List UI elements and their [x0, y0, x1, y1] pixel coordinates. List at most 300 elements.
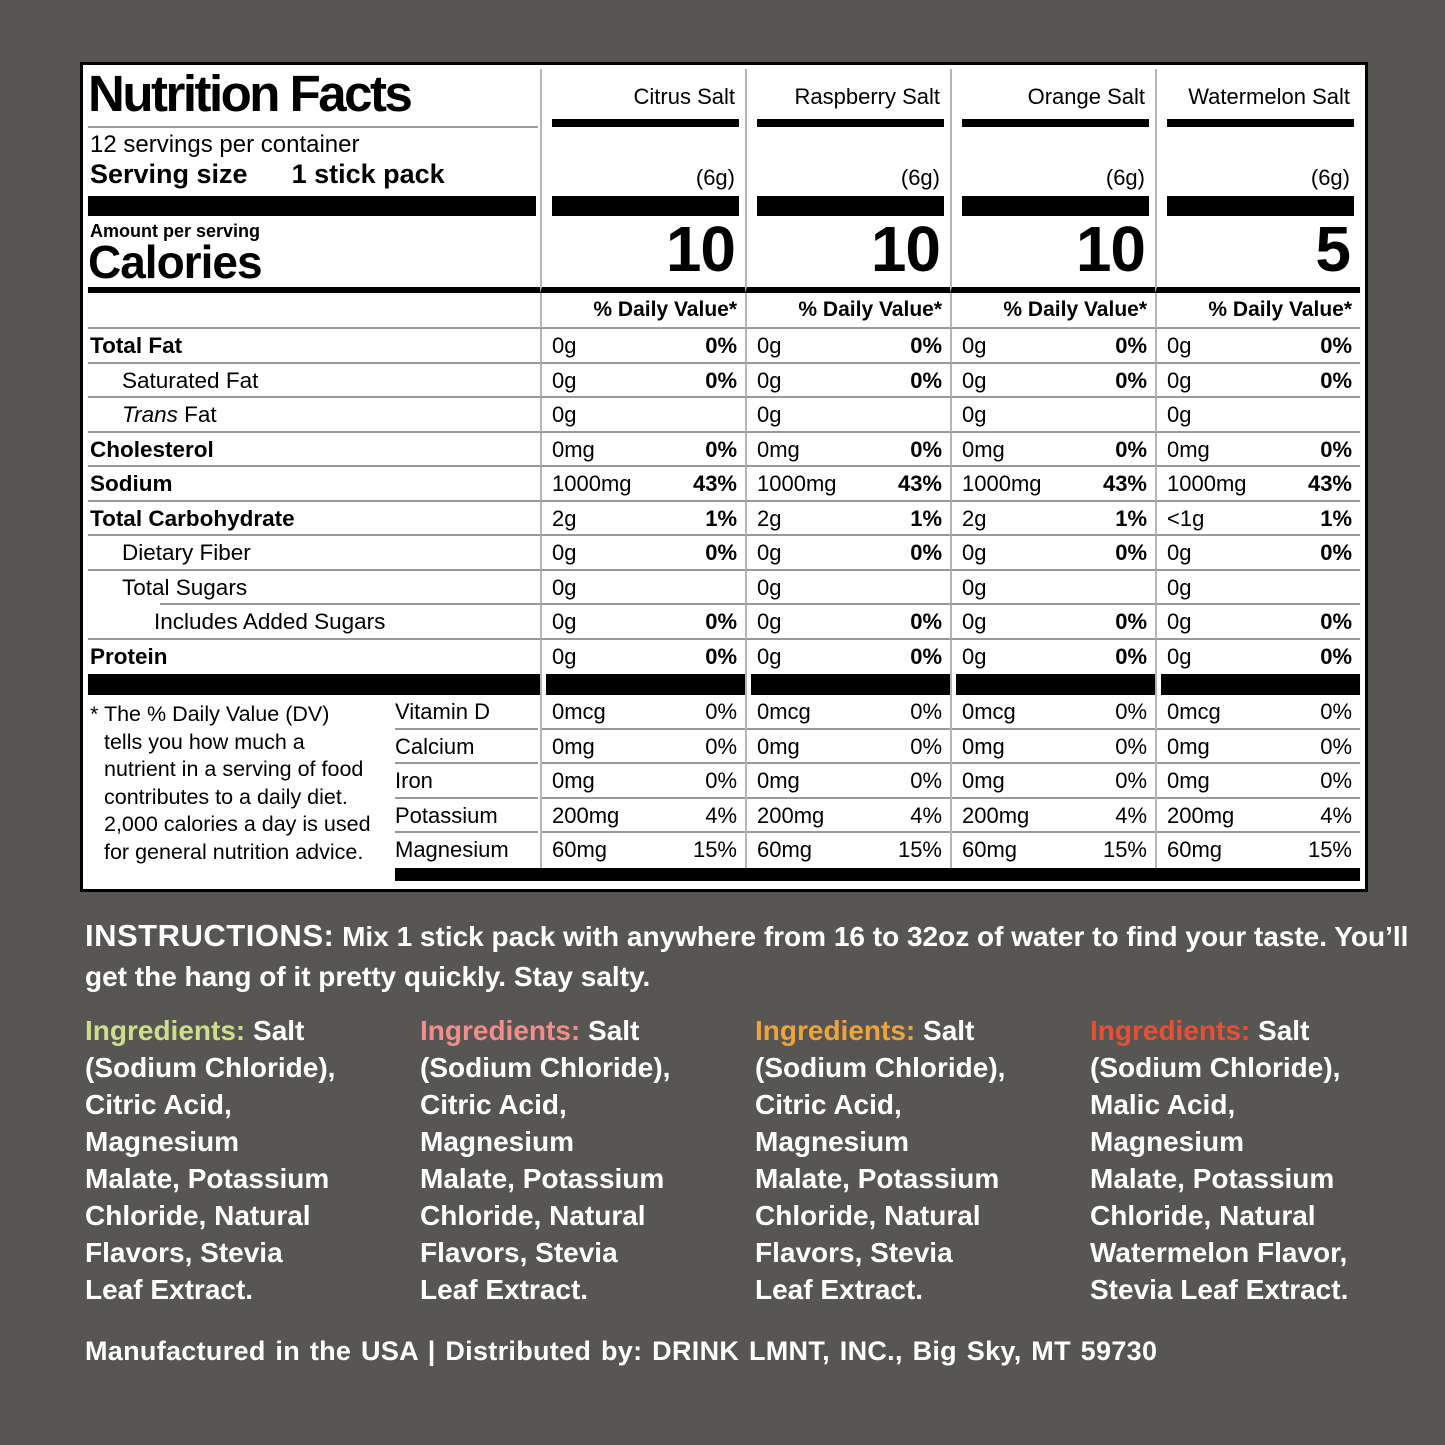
ingredients-line: Malate, Potassium	[1090, 1163, 1335, 1194]
nutrient-label: Total Sugars	[122, 574, 248, 600]
serving-weight: (6g)	[1310, 165, 1350, 190]
nutrient-label-cell	[88, 502, 540, 537]
nutrient-value-cell	[540, 433, 745, 468]
nutrient-amount: 0mg	[552, 436, 595, 462]
serving-weight: (6g)	[695, 165, 735, 190]
nutrient-daily-value: 43%	[1307, 471, 1352, 496]
nutrient-amount: 0g	[757, 402, 782, 427]
ingredients-line: Citric Acid,	[755, 1089, 902, 1120]
vitamin-amount: 0mg	[757, 768, 800, 793]
vitamin-row	[952, 833, 1155, 868]
ingredients-line: Chloride, Natural	[420, 1200, 646, 1231]
nutrient-value-cell	[1155, 502, 1360, 537]
nutrient-daily-value: 0%	[1320, 540, 1352, 565]
nutrient-value-cell	[540, 536, 745, 571]
nutrient-value-cell	[540, 398, 745, 433]
amount-per-serving-label: Amount per serving	[90, 221, 261, 241]
vitamin-amount: 200mg	[757, 802, 825, 828]
vitamin-row	[542, 799, 745, 834]
nutrient-value-cell	[745, 571, 950, 606]
daily-value-footnote	[90, 701, 406, 867]
vitamin-row	[1157, 695, 1360, 730]
panel-header	[88, 65, 1360, 293]
nutrient-daily-value: 1%	[1115, 505, 1147, 531]
nutrient-daily-value: 0%	[910, 436, 942, 462]
daily-value-header-cell	[745, 293, 950, 329]
vitamin-daily-value: 4%	[910, 802, 942, 828]
vitamin-amount: 200mg	[962, 802, 1030, 828]
nutrient-value-cell	[745, 398, 950, 433]
separator-bar	[956, 674, 1155, 695]
nutrient-amount: 2g	[552, 505, 577, 531]
nutrient-amount: 0g	[962, 540, 987, 565]
nutrient-daily-value: 0%	[910, 540, 942, 565]
vitamin-row	[747, 764, 950, 799]
ingredients-line: (Sodium Chloride),	[755, 1052, 1006, 1083]
vitamin-row	[1157, 730, 1360, 765]
footnote-line: for general nutrition advice.	[104, 839, 364, 864]
ingredients-line: Leaf Extract.	[85, 1274, 254, 1305]
ingredients-line: Chloride, Natural	[755, 1200, 981, 1231]
ingredients-column-watermelon	[1090, 1012, 1393, 1308]
vitamin-daily-value: 0%	[1320, 733, 1352, 759]
vitamin-amount: 60mg	[1167, 837, 1223, 862]
nutrient-amount: 1000mg	[552, 471, 632, 496]
nutrient-row	[88, 467, 1360, 502]
nutrient-daily-value: 0%	[705, 436, 737, 462]
nutrient-value-cell	[540, 571, 745, 606]
nutrient-amount: 0g	[757, 540, 782, 565]
vitamin-name: Magnesium	[395, 837, 509, 862]
nutrient-daily-value: 0%	[910, 643, 942, 669]
nutrient-row	[88, 571, 1360, 606]
vitamin-row	[542, 764, 745, 799]
nutrient-amount: 0g	[1167, 333, 1192, 358]
nutrient-amount: 1000mg	[962, 471, 1042, 496]
nutrient-amount: <1g	[1167, 505, 1205, 531]
ingredients-line: Citric Acid,	[85, 1089, 232, 1120]
nutrient-amount: 2g	[757, 505, 782, 531]
nutrient-amount: 0g	[1167, 402, 1192, 427]
calories-value: 10	[665, 213, 735, 285]
calories-value: 10	[1075, 213, 1145, 285]
ingredients-line: Ingredients: Salt	[1090, 1015, 1310, 1046]
nutrient-daily-value: 0%	[1320, 609, 1352, 634]
nutrient-value-cell	[540, 329, 745, 364]
servings-per-container: 12 servings per container	[90, 131, 360, 158]
vitamin-name: Vitamin D	[395, 695, 538, 730]
ingredients-line: Malate, Potassium	[85, 1163, 330, 1194]
vitamin-row	[952, 730, 1155, 765]
daily-value-header-text: % Daily Value*	[1208, 298, 1352, 321]
nutrient-row	[88, 433, 1360, 468]
nutrient-amount: 0g	[1167, 609, 1192, 634]
nutrient-amount: 0g	[757, 333, 782, 358]
daily-value-header-text: % Daily Value*	[798, 298, 942, 321]
footnote-line: contributes to a daily diet.	[104, 784, 348, 809]
nutrient-amount: 0g	[552, 540, 577, 565]
serving-size-value: 1 stick pack	[291, 159, 445, 189]
ingredients-line: (Sodium Chloride),	[420, 1052, 671, 1083]
nutrient-amount: 0g	[552, 574, 577, 600]
nutrient-value-cell	[540, 364, 745, 399]
nutrient-value-cell	[540, 640, 745, 675]
daily-value-header-cell	[540, 293, 745, 329]
nutrient-row	[88, 398, 1360, 433]
vitamin-amount: 0mg	[962, 733, 1005, 759]
nutrient-label: Includes Added Sugars	[154, 609, 386, 634]
nutrient-amount: 0g	[962, 574, 987, 600]
vitamin-row	[1157, 764, 1360, 799]
vitamin-daily-value: 0%	[910, 699, 942, 724]
divider-bar	[1167, 119, 1354, 127]
separator-bar-cell	[950, 674, 1155, 695]
nutrient-value-cell	[745, 467, 950, 502]
nutrient-value-cell	[1155, 467, 1360, 502]
nutrient-label: Total Fat	[90, 333, 183, 358]
nutrient-daily-value: 1%	[910, 505, 942, 531]
nutrient-value-cell	[1155, 364, 1360, 399]
flavor-column-header-raspberry-salt	[745, 69, 950, 293]
nutrient-value-cell	[745, 433, 950, 468]
nutrient-value-cell	[950, 398, 1155, 433]
daily-value-header-row	[88, 293, 1360, 329]
instructions-text: Mix 1 stick pack with anywhere from 16 to 32oz of water to find your taste. You’ll get the hang of it pretty quickly. Stay salty.	[85, 921, 1409, 992]
footnote-line: 2,000 calories a day is used	[104, 812, 371, 837]
vitamin-daily-value: 15%	[1102, 837, 1147, 862]
separator-bar	[1161, 674, 1360, 695]
nutrient-label-cell	[88, 571, 540, 606]
ingredients-line: Stevia Leaf Extract.	[1090, 1274, 1349, 1305]
ingredients-column-orange	[755, 1012, 1058, 1308]
vitamin-amount: 0mcg	[757, 699, 811, 724]
separator-bar	[751, 674, 950, 695]
separator-bar-row	[88, 674, 1360, 695]
vitamin-names-column	[395, 695, 538, 868]
vitamin-row	[952, 764, 1155, 799]
nutrient-label-cell	[88, 433, 540, 468]
serving-size-label: Serving size	[90, 159, 248, 189]
ingredients-line: Flavors, Stevia	[85, 1237, 283, 1268]
ingredients-line: Magnesium	[1090, 1126, 1245, 1157]
nutrient-amount: 0g	[962, 643, 987, 669]
flavor-column-header-citrus-salt	[540, 69, 745, 293]
nutrient-amount: 2g	[962, 505, 987, 531]
vitamin-daily-value: 15%	[1307, 837, 1352, 862]
nutrient-value-cell	[950, 467, 1155, 502]
separator-bar-cell	[1155, 674, 1360, 695]
nutrient-amount: 1000mg	[1167, 471, 1247, 496]
footnote-line: tells you how much a	[104, 729, 305, 754]
vitamin-amount: 0mg	[552, 733, 595, 759]
nutrient-label-cell	[88, 329, 540, 364]
nutrient-amount: 0g	[1167, 643, 1192, 669]
ingredients-line: Chloride, Natural	[1090, 1200, 1316, 1231]
nutrient-amount: 0g	[757, 367, 782, 393]
vitamin-amount: 0mg	[552, 768, 595, 793]
nutrient-daily-value: 0%	[910, 333, 942, 358]
nutrient-label-cell	[88, 536, 540, 571]
nutrient-row	[88, 502, 1360, 537]
vitamin-row	[747, 730, 950, 765]
nutrient-daily-value: 0%	[1115, 367, 1147, 393]
ingredients-line: Magnesium	[755, 1126, 910, 1157]
nutrient-daily-value: 0%	[1115, 436, 1147, 462]
nutrient-label-cell	[88, 364, 540, 399]
ingredients-line: Malate, Potassium	[420, 1163, 665, 1194]
vitamin-row	[542, 695, 745, 730]
vitamin-daily-value: 4%	[1320, 802, 1352, 828]
nutrient-amount: 0mg	[1167, 436, 1210, 462]
nutrient-amount: 0g	[962, 367, 987, 393]
vitamin-value-column	[745, 695, 950, 868]
nutrient-amount: 0g	[1167, 367, 1192, 393]
title-divider	[88, 126, 538, 128]
flavor-name: Orange Salt	[1027, 84, 1145, 109]
vitamin-daily-value: 0%	[1320, 768, 1352, 793]
ingredients-column-citrus	[85, 1012, 388, 1308]
nutrient-daily-value: 43%	[1102, 471, 1147, 496]
nutrient-amount: 0g	[1167, 574, 1192, 600]
vitamin-daily-value: 4%	[705, 802, 737, 828]
ingredients-line: Ingredients: Salt	[420, 1015, 640, 1046]
vitamin-row	[952, 799, 1155, 834]
nutrient-daily-value: 1%	[705, 505, 737, 531]
nutrient-value-cell	[950, 571, 1155, 606]
nutrient-amount: 1000mg	[757, 471, 837, 496]
daily-value-header-spacer	[88, 293, 540, 329]
nutrient-row	[88, 536, 1360, 571]
nutrient-row	[88, 329, 1360, 364]
vitamin-amount: 0mg	[757, 733, 800, 759]
ingredients-column-raspberry	[420, 1012, 723, 1308]
nutrient-daily-value: 0%	[705, 333, 737, 358]
nutrient-row	[88, 364, 1360, 399]
serving-size-row	[90, 159, 445, 190]
nutrient-label-cell	[88, 467, 540, 502]
divider-bar	[757, 119, 944, 127]
vitamin-row	[542, 730, 745, 765]
footnote-line: * The % Daily Value (DV)	[90, 702, 330, 726]
nutrient-daily-value: 43%	[897, 471, 942, 496]
nutrient-amount: 0g	[962, 609, 987, 634]
separator-bar-cell	[540, 674, 745, 695]
panel-footer	[88, 695, 1360, 881]
vitamin-row	[747, 799, 950, 834]
vitamin-daily-value: 0%	[705, 699, 737, 724]
nutrient-daily-value: 0%	[1115, 333, 1147, 358]
calories-value: 5	[1315, 213, 1350, 285]
nutrient-label-cell	[88, 605, 540, 640]
vitamin-daily-value: 0%	[1320, 699, 1352, 724]
nutrient-label: Total Carbohydrate	[90, 505, 295, 531]
vitamin-row	[1157, 833, 1360, 868]
nutrient-value-cell	[745, 329, 950, 364]
nutrient-daily-value: 0%	[705, 609, 737, 634]
nutrient-amount: 0g	[552, 643, 577, 669]
footnote-line: nutrient in a serving of food	[104, 757, 364, 782]
nutrient-label: Cholesterol	[90, 436, 214, 462]
instructions-label: INSTRUCTIONS:	[85, 918, 335, 953]
nutrient-daily-value: 0%	[1115, 643, 1147, 669]
nutrient-label: Trans Fat	[122, 402, 217, 427]
vitamin-daily-value: 0%	[1115, 699, 1147, 724]
divider-bar	[552, 119, 739, 127]
nutrient-value-cell	[745, 640, 950, 675]
nutrient-daily-value: 0%	[910, 609, 942, 634]
instructions-paragraph	[85, 916, 1430, 997]
nutrient-daily-value: 0%	[1115, 540, 1147, 565]
panel-title: Nutrition Facts	[88, 65, 411, 122]
flavor-name: Raspberry Salt	[794, 84, 940, 109]
nutrient-label: Dietary Fiber	[122, 540, 251, 565]
nutrient-label-cell	[88, 398, 540, 433]
nutrient-row	[88, 640, 1360, 675]
nutrient-amount: 0g	[552, 609, 577, 634]
nutrient-value-cell	[950, 536, 1155, 571]
nutrient-amount: 0g	[962, 333, 987, 358]
nutrient-daily-value: 0%	[1320, 436, 1352, 462]
vitamin-row	[1157, 799, 1360, 834]
daily-value-header-text: % Daily Value*	[593, 298, 737, 321]
vitamin-amount: 60mg	[757, 837, 813, 862]
nutrient-value-cell	[1155, 398, 1360, 433]
bottom-bar	[395, 868, 1360, 881]
vitamin-value-column	[950, 695, 1155, 868]
flavor-name: Watermelon Salt	[1188, 84, 1350, 109]
vitamin-daily-value: 0%	[705, 768, 737, 793]
nutrient-value-cell	[950, 502, 1155, 537]
nutrient-amount: 0g	[552, 367, 577, 393]
vitamin-daily-value: 15%	[897, 837, 942, 862]
ingredients-section	[85, 1012, 1393, 1308]
panel-header-label-column	[88, 65, 540, 293]
nutrient-amount: 0mg	[757, 436, 800, 462]
nutrient-daily-value: 43%	[692, 471, 737, 496]
vitamin-daily-value: 0%	[705, 733, 737, 759]
separator-bar-cell	[745, 674, 950, 695]
ingredients-line: Flavors, Stevia	[755, 1237, 953, 1268]
nutrient-value-cell	[1155, 433, 1360, 468]
nutrient-label: Protein	[90, 643, 168, 669]
nutrient-value-cell	[1155, 640, 1360, 675]
ingredients-line: (Sodium Chloride),	[1090, 1052, 1341, 1083]
vitamin-daily-value: 0%	[1115, 733, 1147, 759]
daily-value-header-cell	[1155, 293, 1360, 329]
vitamin-amount: 0mcg	[552, 699, 606, 724]
nutrient-value-cell	[540, 502, 745, 537]
nutrient-row	[88, 605, 1360, 640]
nutrient-amount: 0g	[1167, 540, 1192, 565]
nutrient-amount: 0g	[552, 402, 577, 427]
ingredients-label: Ingredients:	[1090, 1015, 1251, 1046]
ingredients-line: Leaf Extract.	[755, 1274, 924, 1305]
vitamin-amount: 60mg	[962, 837, 1018, 862]
calories-value: 10	[870, 213, 940, 285]
vitamin-name: Potassium	[395, 799, 538, 834]
flavor-column-header-orange-salt	[950, 69, 1155, 293]
nutrient-value-cell	[540, 467, 745, 502]
nutrient-value-cell	[1155, 536, 1360, 571]
divider-bar	[962, 119, 1149, 127]
footer-label-column	[88, 695, 540, 868]
serving-weight: (6g)	[900, 165, 940, 190]
ingredients-line: Leaf Extract.	[420, 1274, 589, 1305]
nutrient-daily-value: 1%	[1320, 505, 1352, 531]
vitamin-row	[747, 695, 950, 730]
ingredients-line: Malic Acid,	[1090, 1089, 1236, 1120]
nutrient-amount: 0mg	[962, 436, 1005, 462]
nutrient-daily-value: 0%	[705, 540, 737, 565]
vitamin-amount: 60mg	[552, 837, 608, 862]
nutrient-value-cell	[745, 536, 950, 571]
nutrient-amount: 0g	[757, 574, 782, 600]
vitamin-amount: 0mcg	[1167, 699, 1221, 724]
nutrient-daily-value: 0%	[705, 367, 737, 393]
nutrient-value-cell	[950, 329, 1155, 364]
nutrient-daily-value: 0%	[1320, 367, 1352, 393]
nutrient-value-cell	[540, 605, 745, 640]
vitamin-daily-value: 15%	[692, 837, 737, 862]
nutrient-amount: 0g	[757, 643, 782, 669]
ingredients-line: Citric Acid,	[420, 1089, 567, 1120]
vitamin-row	[952, 695, 1155, 730]
nutrient-amount: 0g	[757, 609, 782, 634]
flavor-name: Citrus Salt	[633, 84, 735, 109]
vitamin-amount: 200mg	[552, 802, 620, 828]
serving-weight: (6g)	[1105, 165, 1145, 190]
daily-value-header-cell	[950, 293, 1155, 329]
vitamin-name: Iron	[395, 764, 538, 799]
vitamin-value-column	[540, 695, 745, 868]
nutrient-value-cell	[950, 605, 1155, 640]
nutrient-value-cell	[1155, 605, 1360, 640]
nutrient-daily-value: 0%	[1320, 643, 1352, 669]
ingredients-line: Flavors, Stevia	[420, 1237, 618, 1268]
vitamin-row	[542, 833, 745, 868]
manufactured-distributed-line: Manufactured in the USA | Distributed by: DRINK LMNT, INC., Big Sky, MT 59730	[85, 1336, 1158, 1366]
nutrient-value-cell	[1155, 329, 1360, 364]
daily-value-header-text: % Daily Value*	[1003, 298, 1147, 321]
nutrient-value-cell	[950, 640, 1155, 675]
nutrient-value-cell	[745, 364, 950, 399]
nutrient-label-cell	[88, 640, 540, 675]
flavor-column-header-watermelon-salt	[1155, 69, 1360, 293]
vitamin-amount: 0mg	[1167, 768, 1210, 793]
ingredients-line: (Sodium Chloride),	[85, 1052, 336, 1083]
nutrient-daily-value: 0%	[910, 367, 942, 393]
nutrient-daily-value: 0%	[1320, 333, 1352, 358]
nutrient-value-cell	[745, 502, 950, 537]
ingredients-line: Magnesium	[420, 1126, 575, 1157]
nutrient-daily-value: 0%	[1115, 609, 1147, 634]
ingredients-line: Magnesium	[85, 1126, 240, 1157]
vitamin-daily-value: 0%	[910, 768, 942, 793]
nutrient-value-cell	[950, 364, 1155, 399]
nutrient-label: Saturated Fat	[122, 367, 259, 393]
vitamin-value-column	[1155, 695, 1360, 868]
nutrient-value-cell	[1155, 571, 1360, 606]
vitamin-amount: 0mcg	[962, 699, 1016, 724]
vitamin-daily-value: 4%	[1115, 802, 1147, 828]
calories-label: Calories	[88, 236, 262, 288]
ingredients-line: Ingredients: Salt	[755, 1015, 975, 1046]
nutrient-label: Sodium	[90, 471, 173, 496]
separator-bar	[546, 674, 745, 695]
vitamin-amount: 200mg	[1167, 802, 1235, 828]
nutrient-amount: 0g	[962, 402, 987, 427]
ingredients-line: Chloride, Natural	[85, 1200, 311, 1231]
